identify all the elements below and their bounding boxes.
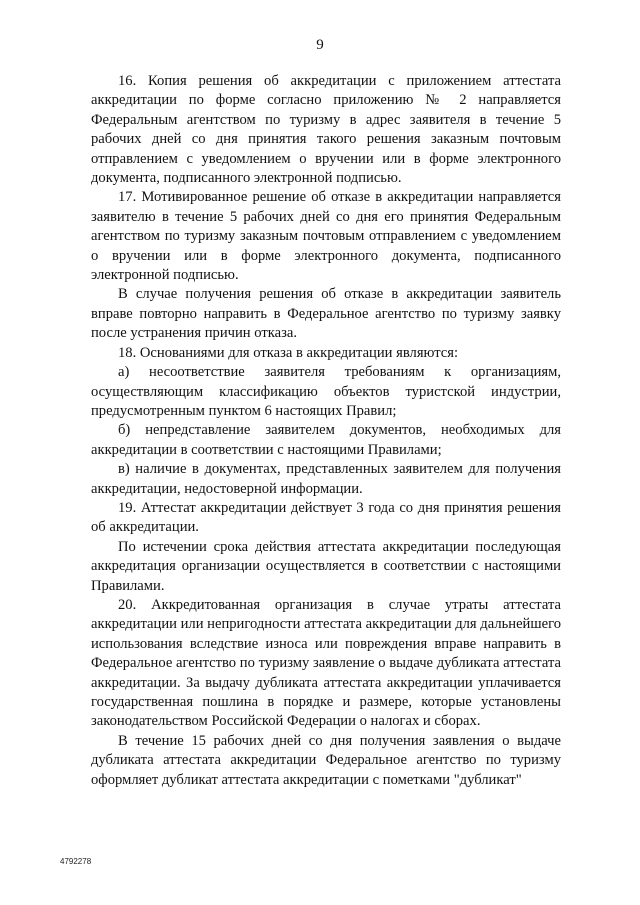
paragraph-20-duplicate-certificate: 20. Аккредитованная организация в случае утраты аттестата аккредитации или непригодности аттестата аккредитации для дальнейшего использования вследствие износа или повреждения вправе направить в Федеральное агентство по туризму заявление о выдаче дубликата аттестата аккредитации. За выдачу дубликата аттестата аккредитации уплачивается государственная пошлина в порядке и размере, которые установлены законодательством Российской Федерации о налогах и сборах. [91, 596, 561, 730]
paragraph-17-refusal-decision: 17. Мотивированное решение об отказе в аккредитации направляется заявителю в течение 5 рабочих дней со дня его принятия Федеральным агентством по туризму заказным почтовым отправлением с уведомлением о вручении или в форме электронного документа, подписанного электронной подписью. [91, 189, 561, 284]
document-code: 4792278 [60, 857, 92, 866]
document-body [91, 72, 561, 790]
list-item-a: а) несоответствие заявителя требованиям к организациям, осуществляющим классификацию объектов туристской индустрии, предусмотренным пунктом 6 настоящих Правил; [91, 364, 561, 419]
paragraph-18-grounds-for-refusal: 18. Основаниями для отказа в аккредитации являются: [118, 344, 459, 361]
list-item-v: в) наличие в документах, представленных заявителем для получения аккредитации, недостоверной информации. [91, 461, 561, 497]
paragraph-19-certificate-validity: 19. Аттестат аккредитации действует 3 года со дня принятия решения об аккредитации. [91, 499, 561, 536]
paragraph-reapplication: В случае получения решения об отказе в аккредитации заявитель вправе повторно направить в Федеральное агентство по туризму заявку после устранения причин отказа. [91, 286, 561, 342]
paragraph-subsequent-accreditation: По истечении срока действия аттестата аккредитации последующая аккредитация организации осуществляется в соответствии с настоящими Правилами. [91, 538, 561, 594]
paragraph-duplicate-issuance: В течение 15 рабочих дней со дня получения заявления о выдаче дубликата аттестата аккредитации Федеральное агентство по туризму оформляет дубликат аттестата аккредитации с пометками "дубликат" [91, 732, 561, 788]
paragraph-16-copy-of-decision: 16. Копия решения об аккредитации с приложением аттестата аккредитации по форме согласно приложению № 2 направляется Федеральным агентством по туризму в адрес заявителя в течение 5 рабочих дней со дня принятия такого решения заказным почтовым отправлением с уведомлением о вручении или в форме электронного документа, подписанного электронной подписью. [91, 73, 561, 187]
list-item-b: б) непредставление заявителем документов, необходимых для аккредитации в соответствии с настоящими Правилами; [91, 422, 561, 458]
page-number: 9 [316, 37, 324, 53]
